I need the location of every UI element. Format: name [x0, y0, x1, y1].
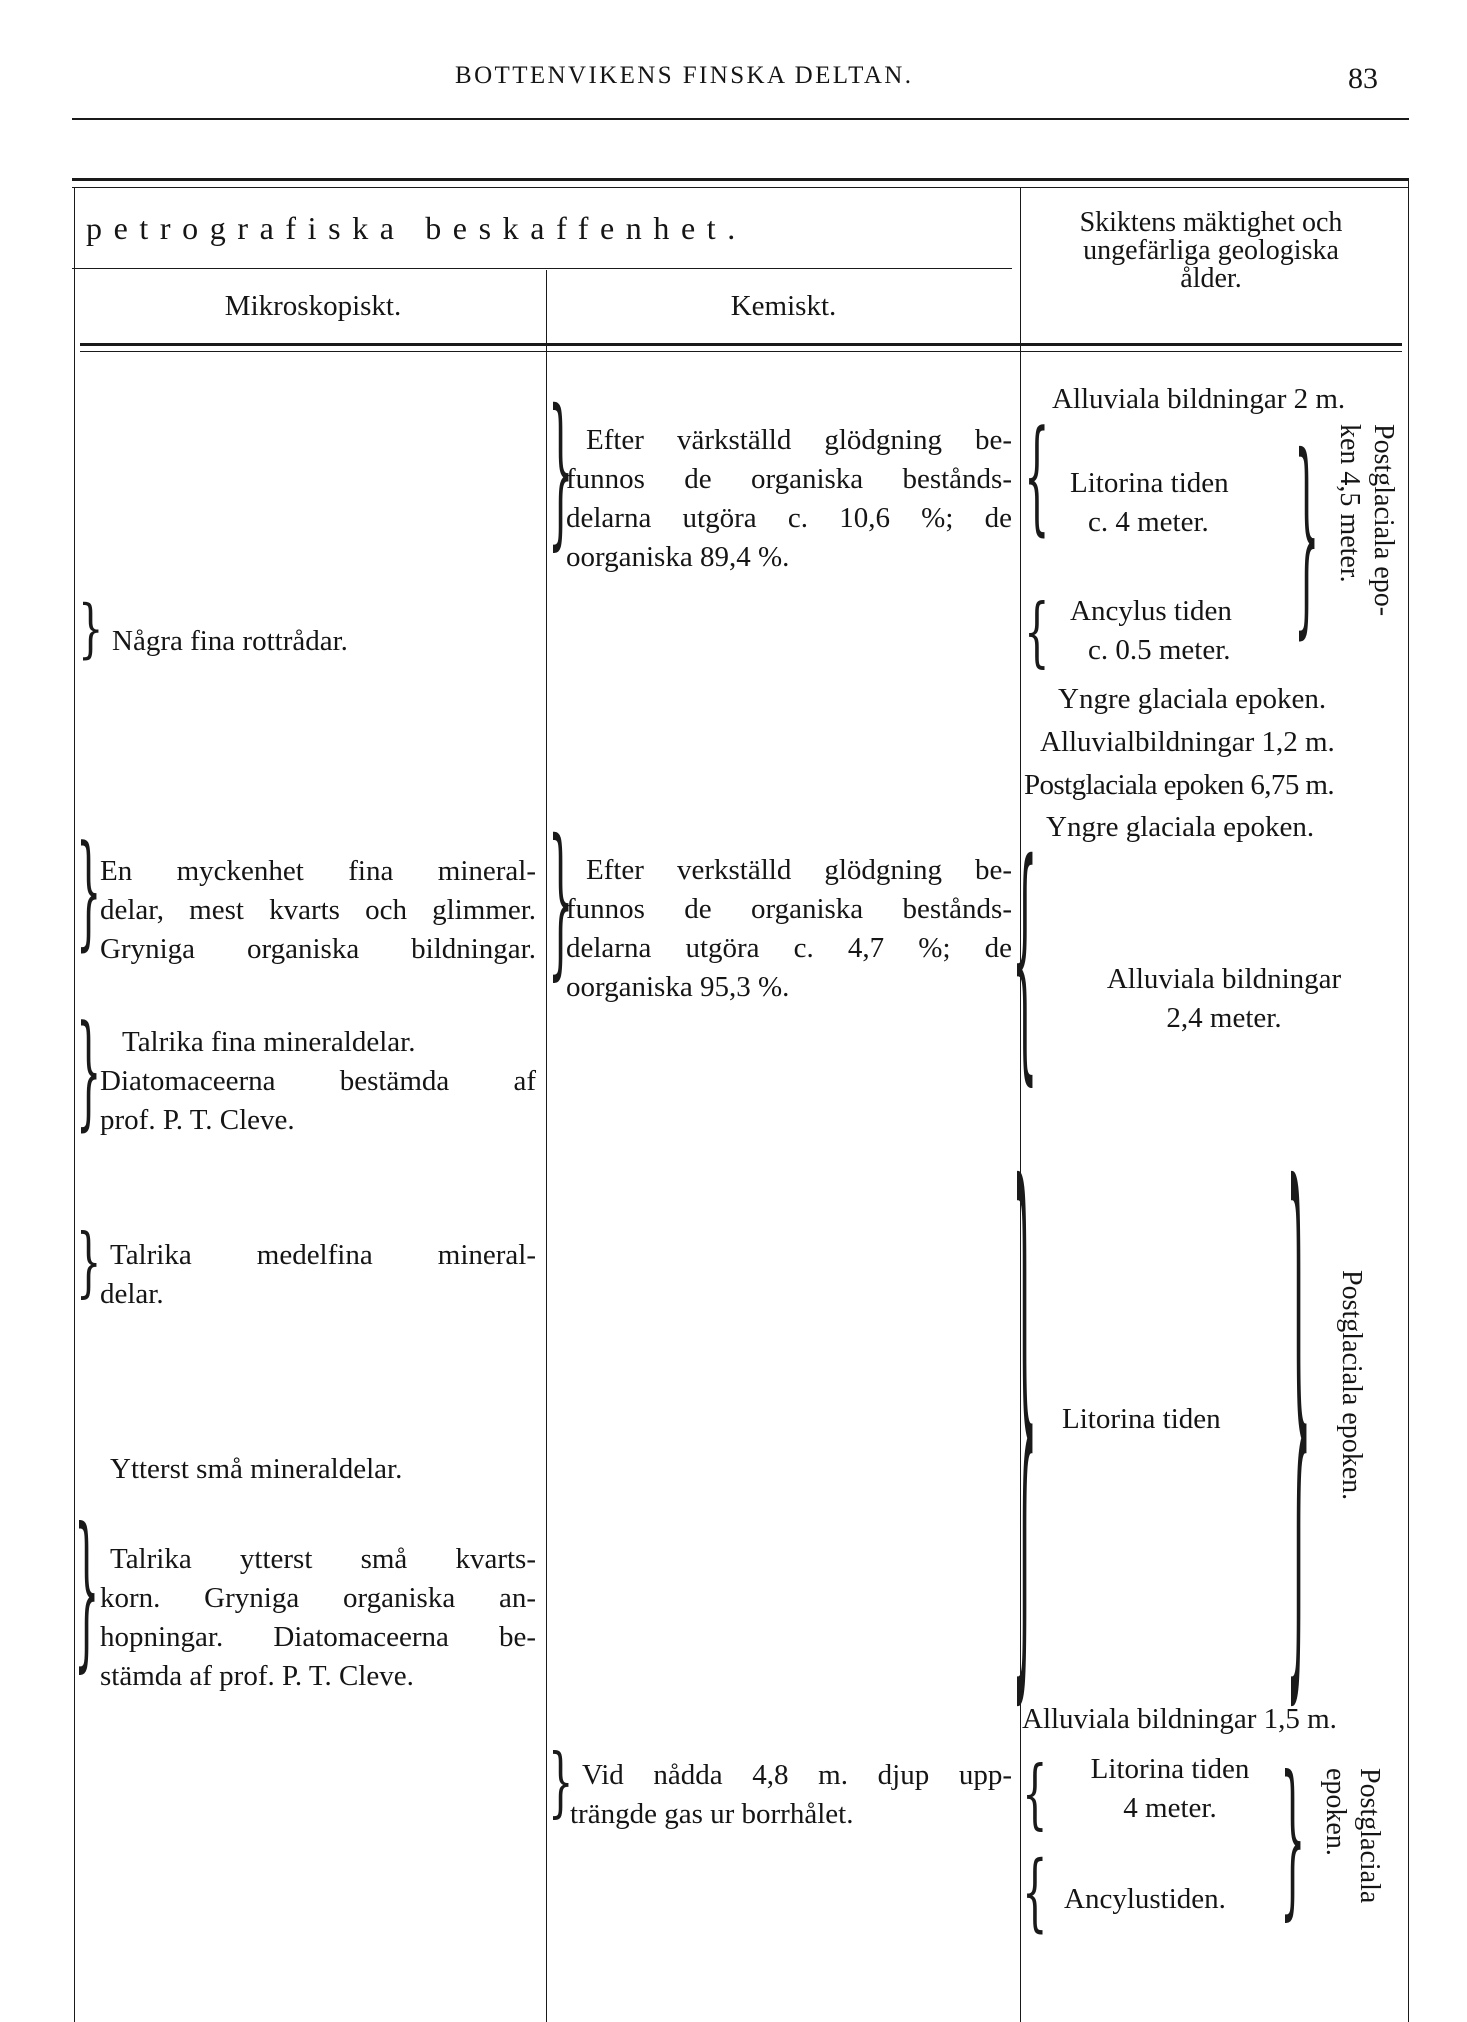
chem-text-line: Efter värkställd glödgning be-	[586, 424, 1012, 456]
header-rule	[72, 118, 1409, 120]
chem-text-line: delarna utgöra c. 10,6 %; de	[566, 502, 1012, 534]
micro-text-line: En myckenhet fina mineral-	[100, 855, 536, 887]
layer-header-line: ålder.	[1180, 263, 1242, 294]
micro-text-line: Gryniga organiska bildningar.	[100, 933, 536, 965]
micro-text-line: korn. Gryniga organiska an-	[100, 1582, 536, 1614]
col-divider-right	[1408, 180, 1409, 2022]
column-header-micro: Mikroskopiskt.	[224, 290, 402, 322]
layer-litorina-3	[1060, 1750, 1280, 1828]
layer-line: 4 meter.	[1123, 1792, 1217, 1824]
brace-micro-2: }	[76, 821, 102, 965]
brace-chem-1: }	[548, 378, 574, 568]
brace-layer-litorina: }	[1024, 406, 1050, 550]
chem-text-line: trängde gas ur borrhålet.	[570, 1798, 854, 1830]
table-top-rule	[72, 178, 1409, 181]
brace-micro-3: }	[76, 1001, 102, 1145]
micro-row-4	[100, 1236, 536, 1314]
layer-alluvial-2m: Alluviala bildningar 2 m.	[1052, 383, 1346, 415]
micro-row-2	[100, 852, 536, 969]
micro-text-line: prof. P. T. Cleve.	[100, 1104, 295, 1136]
chem-text-line: Efter verkställd glödgning be-	[586, 854, 1012, 886]
micro-row-3	[100, 1023, 536, 1140]
layer-postglacial-side-3	[1318, 1768, 1386, 1903]
brace-layer-ancylus: }	[1024, 589, 1050, 677]
chem-text-line: oorganiska 89,4 %.	[566, 541, 790, 573]
layer-litorina	[1070, 464, 1280, 542]
layer-line: Postglaciala epo-	[1368, 424, 1399, 617]
chem-row-2	[566, 851, 1012, 1007]
layer-line: epoken.	[1320, 1768, 1351, 1856]
brace-layer-ancylus-2: }	[1022, 1844, 1048, 1942]
page-number: 83	[1348, 62, 1378, 95]
micro-text-line: Talrika ytterst små kvarts-	[110, 1543, 536, 1575]
chem-text-line: delarna utgöra c. 4,7 %; de	[566, 932, 1012, 964]
micro-row-5	[110, 1450, 402, 1489]
micro-text-line: Talrika medelfina mineral-	[110, 1239, 536, 1271]
layer-line: Litorina tiden	[1090, 1753, 1250, 1785]
layer-postglacial-side	[1332, 424, 1400, 616]
layer-yngre-glaciala-1: Yngre glaciala epoken.	[1058, 683, 1327, 715]
layer-line: Alluviala bildningar	[1106, 963, 1342, 995]
brace-chem-3: }	[548, 1739, 574, 1827]
col-divider-micro-chem	[546, 270, 547, 2022]
running-title: BOTTENVIKENS FINSKA DELTAN.	[455, 62, 914, 89]
table-top-rule-thin	[72, 187, 1409, 188]
brace-micro-1: }	[78, 592, 104, 666]
layer-ancylus	[1070, 592, 1280, 670]
chem-text-line: oorganiska 95,3 %.	[566, 971, 790, 1003]
column-header-chem: Kemiskt.	[730, 290, 837, 322]
micro-text-line: stämda af prof. P. T. Cleve.	[100, 1660, 414, 1692]
layer-alluvial-1-2m: Alluvialbildningar 1,2 m.	[1040, 726, 1335, 758]
chem-text-line: funnos de organiska bestånds-	[566, 893, 1012, 925]
header-bottom-rule	[80, 343, 1402, 346]
chem-row-3	[570, 1756, 1012, 1834]
micro-text-line: Diatomaceerna bestämda af	[100, 1065, 536, 1097]
layer-postglacial-6-75m: Postglaciala epoken 6,75 m.	[1024, 769, 1334, 801]
micro-text-line: hopningar. Diatomaceerna be-	[100, 1621, 536, 1653]
brace-layer-litorina-2: }	[1012, 1089, 1038, 1757]
layer-yngre-glaciala-2: Yngre glaciala epoken.	[1046, 811, 1315, 843]
brace-micro-4: }	[76, 1219, 102, 1307]
layer-line: c. 4 meter.	[1088, 506, 1209, 538]
micro-text-line: delar.	[100, 1278, 164, 1310]
micro-text: Talrika fina mineraldelar.	[122, 1026, 416, 1058]
micro-text-line	[100, 1023, 536, 1062]
micro-row-6	[100, 1540, 536, 1696]
col-divider-left	[74, 188, 75, 2022]
micro-text-line: Ytterst små mineraldelar.	[110, 1453, 403, 1485]
brace-chem-2: }	[548, 808, 574, 998]
layer-line: Litorina tiden	[1070, 467, 1229, 499]
layer-line: ken 4,5 meter.	[1334, 424, 1365, 583]
layer-line: 2,4 meter.	[1166, 1002, 1282, 1034]
section-title-rule	[72, 268, 1012, 269]
layer-line: Postglaciala	[1354, 1768, 1385, 1904]
layer-line: c. 0.5 meter.	[1088, 634, 1231, 666]
micro-text-line: Några fina rottrådar.	[112, 625, 348, 657]
layer-alluvial-2-4m	[1074, 960, 1374, 1038]
layer-line: Ancylus tiden	[1070, 595, 1232, 627]
micro-row-1	[112, 622, 348, 661]
section-title: petrografiska beskaffenhet.	[86, 210, 747, 246]
chem-text-line: funnos de organiska bestånds-	[566, 463, 1012, 495]
brace-layer-postglacial-3: }	[1280, 1744, 1306, 1938]
brace-layer-litorina-3: }	[1022, 1751, 1048, 1839]
brace-layer-postglacial: }	[1294, 416, 1320, 660]
micro-text-line: delar, mest kvarts och glimmer.	[100, 894, 536, 926]
layer-postglacial-side-2: Postglaciala epoken.	[1336, 1270, 1367, 1501]
layer-header-line: Skiktens mäktighet och	[1079, 207, 1343, 238]
column-header-layer	[1026, 209, 1396, 293]
header-bottom-rule-thin	[80, 351, 1402, 352]
brace-layer-alluvial-2-4: }	[1012, 815, 1038, 1111]
chem-text-line: Vid nådda 4,8 m. djup upp-	[582, 1759, 1012, 1791]
layer-litorina-2: Litorina tiden	[1062, 1403, 1221, 1435]
layer-header-line: ungefärliga geologiska	[1083, 235, 1339, 266]
layer-ancylus-2: Ancylustiden.	[1064, 1883, 1226, 1915]
layer-alluvial-1-5m: Alluviala bildningar 1,5 m.	[1022, 1703, 1337, 1735]
brace-layer-postglacial-2: }	[1286, 1089, 1312, 1757]
chem-row-1	[566, 421, 1012, 577]
brace-micro-6: }	[74, 1496, 100, 1690]
